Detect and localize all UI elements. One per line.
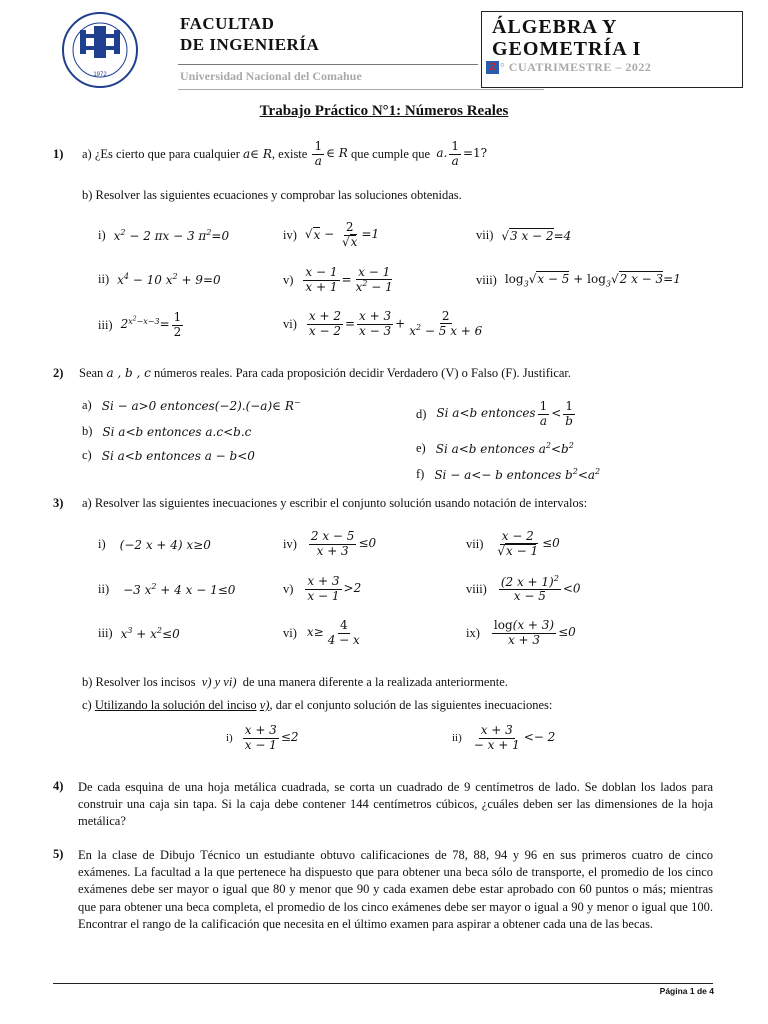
ex3a-ineq-v: v) $\frac{x + 3}{x - 1}$ >2 — [283, 574, 362, 603]
ex1a-text-3: que cumple que — [350, 146, 431, 161]
header-bottom-line — [178, 89, 544, 90]
ex3a-ineq-ix: ix) $\frac{\log(x + 3)}{x + 3}$ ≤0 — [466, 618, 576, 647]
exercise-5-text: En la clase de Dibujo Técnico un estudiante obtuvo calificaciones de 78, 88, 94 y 96 en sus primeros cuatro de cinco exámenes. La facultad a la que pertenece ha dispuesto que para obtener una beca sólo de transporte, el promedio de los cinco exámenes debe ser mayor o igual que 80 y menor que 90 y cada examen debe estar aprobado con 60 puntos o más; mientras que para obtener una beca completa, el promedio de los cinco exámenes debe ser mayor o igual a 90 y menor o igual que 100. Encontrar el rango de la calificación que necesita en el último examen para aspirar a obtener cada una de las becas. — [78, 848, 713, 931]
faculty-name-line2: DE INGENIERÍA — [180, 35, 320, 54]
university-logo — [60, 10, 140, 90]
ex2-prop-c: c) Si a<b entonces a − b<0 — [82, 448, 255, 463]
ex1b-eq-viii: viii) $\log_3√x - 5 + \log_3√2$ x − 3=1 — [476, 272, 681, 289]
ex3a-ineq-vii: vii) $\frac{x - 2}{√x - 1}$ ≤0 — [466, 529, 560, 558]
ex1b-eq-ii: ii) $x^4 - 10$ $x^2 + 9=0$ — [98, 272, 221, 287]
ex1b-eq-v: v) $\frac{x - 1}{x + 1}$ = $\frac{x - 1}{x^2 - 1}$ — [283, 264, 393, 294]
ex3a-ineq-iv: iv) $\frac{2 x - 5}{x + 3}$ ≤0 — [283, 529, 377, 558]
exercise-1-number: 1) — [53, 147, 64, 161]
ex3c-ineq-ii: ii) $\frac{x + 3}{- x + 1}$ <− 2 — [452, 723, 556, 752]
ex3a-ineq-i: i) (−2 x + 4) x≥0 — [98, 537, 211, 552]
exercise-1a-statement — [82, 136, 487, 172]
exercise-3b-statement: b) Resolver los incisos v) y vi) de una manera diferente a la realizada anteriormente. — [82, 675, 508, 689]
ex1a-math-3: a. $\frac{1}{a}$ =1? — [436, 139, 488, 168]
ex3c-ineq-i: i) $\frac{x + 3}{x - 1}$ ≤2 — [226, 723, 299, 752]
exercise-3-number: 3) — [53, 496, 64, 510]
course-box — [481, 11, 743, 88]
ex1b-eq-i: i) $x^2 - 2$ πx − 3 $\pi^2=0$ — [98, 228, 230, 243]
ex2-prop-f: f) Si − a<− b entonces $b^2<a^2$ — [416, 467, 601, 482]
university-name: Universidad Nacional del Comahue — [180, 69, 362, 83]
exercise-5-number: 5) — [53, 847, 64, 861]
course-title-line2: GEOMETRÍA I — [492, 38, 642, 60]
ex2-prop-b: b) Si a<b entonces a.c<b.c — [82, 424, 252, 439]
semester-text: ° CUATRIMESTRE – 2022 — [500, 60, 652, 74]
logo-year: 1972 — [93, 72, 107, 78]
exercise-3a-statement: a) Resolver las siguientes inecuaciones y escribir el conjunto solución usando notación de intervalos: — [82, 496, 588, 510]
semester-badge: 2 — [486, 61, 499, 74]
footer-line — [53, 983, 713, 984]
exercise-4-number: 4) — [53, 779, 64, 793]
exercise-4-text: De cada esquina de una hoja metálica cuadrada, se corta un cuadrado de 9 centímetros de lado. Se doblan los lados para construir una caja sin tapa. Si la caja debe contener 144 centímetros cúbicos, ¿cuáles deben ser las dimensiones de la hoja metálica? — [78, 780, 713, 829]
exercise-2-number: 2) — [53, 366, 64, 380]
ex1b-eq-iv: iv) √x − $\frac{2}{√x}$ =1 — [283, 220, 380, 249]
ex2-prop-d: d) Si a<b entonces $\frac{1}{a}$ < $\frac{1}{b}$ — [416, 399, 573, 428]
course-title-line1: ÁLGEBRA Y — [492, 16, 618, 38]
ex3a-ineq-iii: iii) $x^3 + x^2\le 0$ — [98, 626, 180, 641]
ex1b-eq-vi: vi) $\frac{x + 2}{x - 2}$ = $\frac{x + 3}{x - 3}$ + $\frac{2}{x^2 - 5 x + 6}$ — [283, 308, 483, 338]
ex1b-eq-iii: iii) $2^{x^2-x-3}=$ $\frac{1}{2}$ — [98, 310, 182, 339]
ex1a-text-2: , existe — [271, 146, 308, 161]
page-number: Página 1 de 4 — [659, 986, 714, 996]
ex2-prop-e: e) Si a<b entonces $a^2<b^2$ — [416, 441, 574, 456]
exercise-2-statement: Sean a , b , c números reales. Para cada proposición decidir Verdadero (V) o Falso (F). Justificar. — [79, 366, 572, 380]
ex3a-ineq-ii: ii) −3 $x^2 + 4$ x − 1≤0 — [98, 582, 236, 597]
ex3a-ineq-viii: viii) $\frac{(2 x + 1)^2}{x - 5}$ <0 — [466, 573, 581, 603]
faculty-name-line1: FACULTAD — [180, 14, 275, 33]
ex2-prop-a: a) Si − a>0 entonces(−2).(−a)∈ R− — [82, 398, 301, 413]
ex3a-ineq-vi: vi) x≥ $\frac{4}{4 - x}$ — [283, 618, 360, 647]
exercise-3c-statement: c) Utilizando la solución del inciso v), dar el conjunto solución de las siguientes inecuaciones: — [82, 698, 553, 712]
ex1a-math-1: a∈ R — [243, 147, 272, 161]
header-divider-line — [178, 64, 478, 65]
ex1b-eq-vii: vii) √3 x − 2=4 — [476, 228, 572, 243]
exercise-1b-statement: b) Resolver las siguientes ecuaciones y comprobar las soluciones obtenidas. — [82, 188, 462, 202]
page-title: Trabajo Práctico N°1: Números Reales — [259, 103, 509, 119]
ex1a-math-2: $\frac{1}{a}$ ∈ R — [314, 139, 348, 168]
ex1a-text-1: a) ¿Es cierto que para cualquier — [82, 146, 240, 161]
